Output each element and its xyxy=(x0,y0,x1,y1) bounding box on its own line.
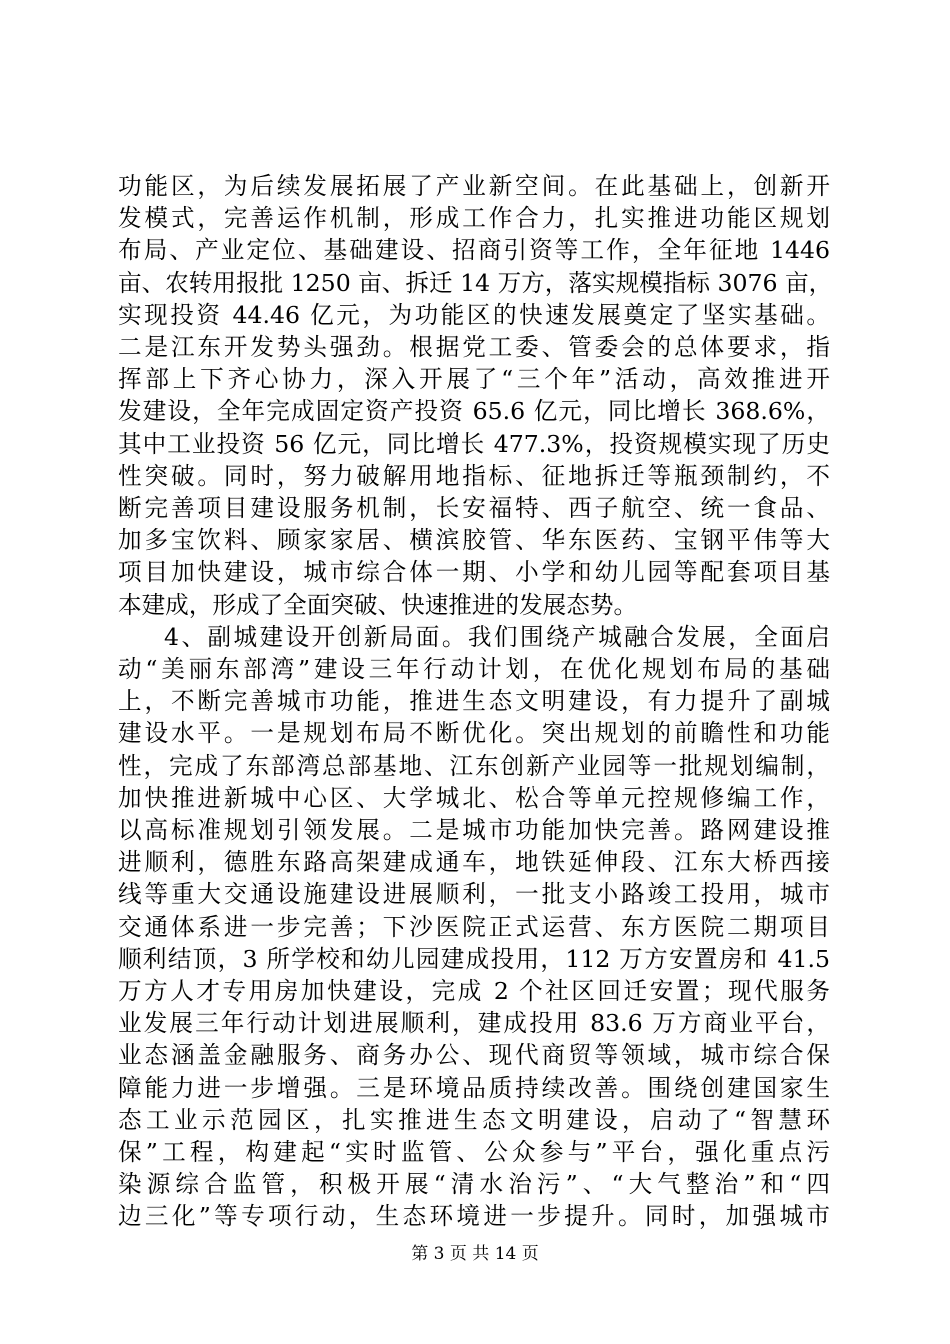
paragraph-first-line: 4、副城建设开创新局面。我们围绕产城融合发展，全面启 xyxy=(164,623,830,651)
text-line: 挥部上下齐心协力，深入开展了“三个年”活动，高效推进开 xyxy=(118,365,830,393)
text-line: 交通体系进一步完善；下沙医院正式运营、东方医院二期项目 xyxy=(118,913,830,941)
text-line: 以高标准规划引领发展。二是城市功能加快完善。路网建设推 xyxy=(118,816,830,844)
text-line: 建设水平。一是规划布局不断优化。突出规划的前瞻性和功能 xyxy=(118,719,830,747)
text-line: 实现投资 44.46 亿元，为功能区的快速发展奠定了坚实基础。 xyxy=(118,301,830,329)
page-number-footer: 第 3 页 共 14 页 xyxy=(411,1244,539,1264)
text-line: 断完善项目建设服务机制，长安福特、西子航空、统一食品、 xyxy=(118,494,830,522)
text-line: 二是江东开发势头强劲。根据党工委、管委会的总体要求，指 xyxy=(118,333,830,361)
text-line: 业发展三年行动计划进展顺利，建成投用 83.6 万方商业平台， xyxy=(118,1009,830,1037)
text-line: 加快推进新城中心区、大学城北、松合等单元控规修编工作， xyxy=(118,784,830,812)
text-line: 进顺利，德胜东路高架建成通车，地铁延伸段、江东大桥西接 xyxy=(118,848,830,876)
text-line: 保”工程，构建起“实时监管、公众参与”平台，强化重点污 xyxy=(118,1138,830,1166)
text-line: 发模式，完善运作机制，形成工作合力，扎实推进功能区规划 xyxy=(118,204,830,232)
text-line: 障能力进一步增强。三是环境品质持续改善。围绕创建国家生 xyxy=(118,1074,830,1102)
text-line: 布局、产业定位、基础建设、招商引资等工作，全年征地 1446 xyxy=(118,236,830,264)
text-line: 万方人才专用房加快建设，完成 2 个社区回迁安置；现代服务 xyxy=(118,977,830,1005)
text-line: 功能区，为后续发展拓展了产业新空间。在此基础上，创新开 xyxy=(118,172,830,200)
text-line: 加多宝饮料、顾家家居、横滨胶管、华东医药、宝钢平伟等大 xyxy=(118,526,830,554)
text-line: 本建成，形成了全面突破、快速推进的发展态势。 xyxy=(118,591,638,619)
text-line: 线等重大交通设施建设进展顺利，一批支小路竣工投用，城市 xyxy=(118,880,830,908)
text-line: 发建设，全年完成固定资产投资 65.6 亿元，同比增长 368.6%， xyxy=(118,397,830,425)
text-line: 上，不断完善城市功能，推进生态文明建设，有力提升了副城 xyxy=(118,687,830,715)
text-line: 性，完成了东部湾总部基地、江东创新产业园等一批规划编制， xyxy=(118,752,830,780)
text-line: 染源综合监管，积极开展“清水治污”、“大气整治”和“四 xyxy=(118,1170,830,1198)
text-line: 边三化”等专项行动，生态环境进一步提升。同时，加强城市 xyxy=(118,1202,830,1230)
text-line: 性突破。同时，努力破解用地指标、征地拆迁等瓶颈制约，不 xyxy=(118,462,830,490)
text-line: 项目加快建设，城市综合体一期、小学和幼儿园等配套项目基 xyxy=(118,558,830,586)
text-line: 亩、农转用报批 1250 亩、拆迁 14 万方，落实规模指标 3076 亩， xyxy=(118,269,833,297)
text-line: 其中工业投资 56 亿元，同比增长 477.3%，投资规模实现了历史 xyxy=(118,430,830,458)
text-line: 态工业示范园区，扎实推进生态文明建设，启动了“智慧环 xyxy=(118,1106,830,1134)
text-line: 顺利结顶，3 所学校和幼儿园建成投用，112 万方安置房和 41.5 xyxy=(118,945,830,973)
text-line: 动“美丽东部湾”建设三年行动计划，在优化规划布局的基础 xyxy=(118,655,830,683)
text-line: 业态涵盖金融服务、商务办公、现代商贸等领域，城市综合保 xyxy=(118,1041,830,1069)
